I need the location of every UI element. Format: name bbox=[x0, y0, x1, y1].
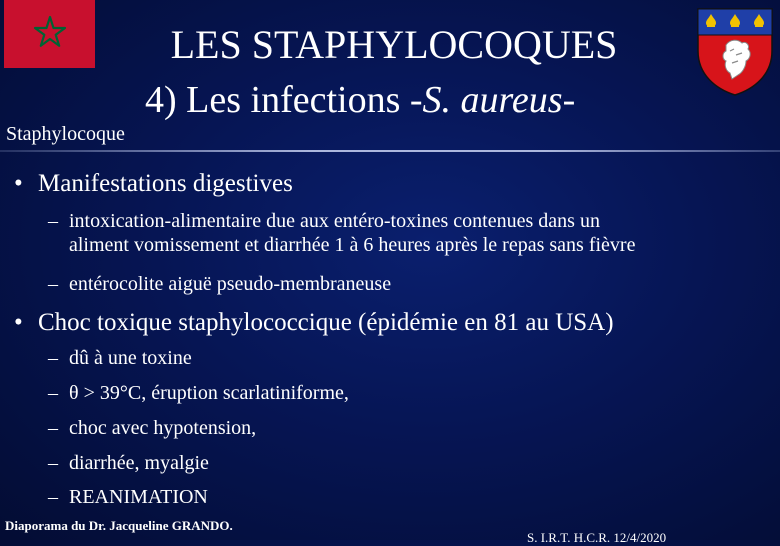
bullet-choc-toxique bbox=[14, 308, 614, 338]
sub-item-text: REANIMATION bbox=[69, 486, 208, 508]
sub-item-enterocolite bbox=[48, 272, 391, 296]
dash-marker: – bbox=[48, 452, 58, 474]
sub-item-diarrhee bbox=[48, 451, 209, 475]
footer-author: Diaporama du Dr. Jacqueline GRANDO. bbox=[5, 518, 233, 533]
subtitle-prefix: 4) Les infections - bbox=[145, 79, 423, 121]
sub-item-text: θ > 39°C, éruption scarlatiniforme, bbox=[69, 382, 349, 404]
sub-item-text: dû à une toxine bbox=[69, 347, 192, 369]
title-divider bbox=[0, 150, 780, 152]
sub-item-toxine bbox=[48, 346, 192, 370]
sub-item-intoxication bbox=[48, 209, 635, 257]
dash-marker: – bbox=[48, 486, 58, 508]
species-name: S. aureus- bbox=[422, 79, 576, 121]
bullet-marker: • bbox=[14, 309, 23, 336]
dash-marker: – bbox=[48, 382, 58, 404]
sub-item-text: diarrhée, myalgie bbox=[69, 452, 209, 474]
dash-marker: – bbox=[48, 417, 58, 439]
sub-item-text: entérocolite aiguë pseudo-membraneuse bbox=[69, 273, 392, 295]
dash-marker: – bbox=[48, 210, 58, 232]
bullet-text: Manifestations digestives bbox=[38, 170, 293, 197]
sub-item-fievre bbox=[48, 381, 349, 405]
footer-date: S. I.R.T. H.C.R. 12/4/2020 bbox=[527, 530, 667, 545]
sub-item-choc bbox=[48, 416, 256, 440]
header-label: Staphylocoque bbox=[6, 123, 125, 145]
sub-item-reanimation bbox=[48, 485, 208, 509]
sub-item-text: choc avec hypotension, bbox=[69, 417, 257, 439]
bullet-text: Choc toxique staphylococcique (épidémie en 81 au USA) bbox=[38, 309, 614, 336]
sub-item-text-continued: aliment vomissement et diarrhée 1 à 6 heures après le repas sans fièvre bbox=[69, 234, 636, 256]
sub-item-text: intoxication-alimentaire due aux entéro-toxines contenues dans un bbox=[69, 210, 600, 232]
dash-marker: – bbox=[48, 347, 58, 369]
slide-title: LES STAPHYLOCOQUES bbox=[170, 22, 618, 67]
bullet-manifestations-digestives bbox=[14, 169, 293, 199]
bullet-marker: • bbox=[14, 170, 23, 197]
slide-subtitle-topic bbox=[145, 78, 575, 122]
dash-marker: – bbox=[48, 273, 58, 295]
